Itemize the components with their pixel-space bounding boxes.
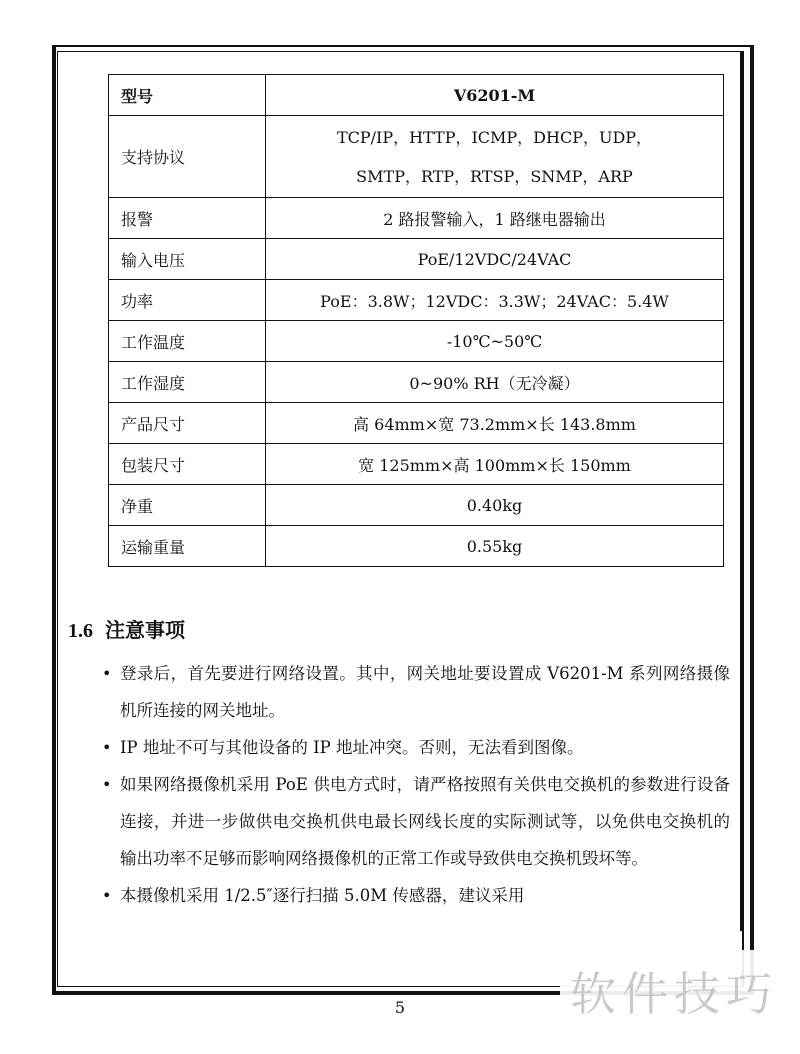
spec-key: 产品尺寸 xyxy=(109,403,266,444)
spec-key: 包装尺寸 xyxy=(109,444,266,485)
spec-key: 报警 xyxy=(109,198,266,239)
spec-key: 工作湿度 xyxy=(109,362,266,403)
spec-value: -10℃~50℃ xyxy=(266,321,724,362)
list-item: • 登录后，首先要进行网络设置。其中，网关地址要设置成 V6201-M 系列网络摄像机所连接的网关地址。 xyxy=(102,655,730,729)
spec-key: 运输重量 xyxy=(109,526,266,567)
section-number: 1.6 xyxy=(68,620,93,642)
table-row xyxy=(109,198,724,239)
spec-key: 功率 xyxy=(109,280,266,321)
spec-value: 宽 125mm×高 100mm×长 150mm xyxy=(266,444,724,485)
spec-value-line: TCP/IP，HTTP，ICMP，DHCP，UDP， xyxy=(336,127,653,147)
watermark xyxy=(560,950,800,1030)
table-row xyxy=(109,444,724,485)
section-heading xyxy=(68,614,185,643)
section-title: 注意事项 xyxy=(105,618,185,642)
spec-key: 支持协议 xyxy=(109,116,266,198)
notes-list xyxy=(102,655,730,914)
spec-value: PoE/12VDC/24VAC xyxy=(266,239,724,280)
table-row xyxy=(109,116,724,198)
spec-key: 净重 xyxy=(109,485,266,526)
spec-value xyxy=(266,116,724,198)
model-label: 型号 xyxy=(109,75,266,116)
table-row xyxy=(109,280,724,321)
table-header-row xyxy=(109,75,724,116)
table-row xyxy=(109,239,724,280)
spec-value: PoE：3.8W；12VDC：3.3W；24VAC：5.4W xyxy=(266,280,724,321)
watermark-text: 软件技巧 xyxy=(570,967,778,1021)
table-row xyxy=(109,403,724,444)
list-item: • 本摄像机采用 1/2.5″逐行扫描 5.0M 传感器，建议采用 xyxy=(102,877,730,914)
spec-value: 0.55kg xyxy=(266,526,724,567)
table-row xyxy=(109,321,724,362)
model-value: V6201-M xyxy=(266,75,724,116)
spec-key: 输入电压 xyxy=(109,239,266,280)
spec-value-line: SMTP，RTP，RTSP，SNMP，ARP xyxy=(356,166,633,186)
spec-value: 高 64mm×宽 73.2mm×长 143.8mm xyxy=(266,403,724,444)
table-row xyxy=(109,485,724,526)
spec-value: 0.40kg xyxy=(266,485,724,526)
table-row xyxy=(109,526,724,567)
list-item: • 如果网络摄像机采用 PoE 供电方式时，请严格按照有关供电交换机的参数进行设备连接，并进一步做供电交换机供电最长网线长度的实际测试等，以免供电交换机的输出功率不足够而影响网络摄像机的正常工作或导致供电交换机毁坏等。 xyxy=(102,766,730,877)
page-border-right-thick xyxy=(740,51,743,931)
spec-table xyxy=(108,74,724,567)
spec-value: 0~90% RH（无冷凝） xyxy=(266,362,724,403)
table-row xyxy=(109,362,724,403)
list-item: • IP 地址不可与其他设备的 IP 地址冲突。否则，无法看到图像。 xyxy=(102,729,730,766)
spec-key: 工作温度 xyxy=(109,321,266,362)
spec-value: 2 路报警输入，1 路继电器输出 xyxy=(266,198,724,239)
page-number: 5 xyxy=(394,998,406,1017)
